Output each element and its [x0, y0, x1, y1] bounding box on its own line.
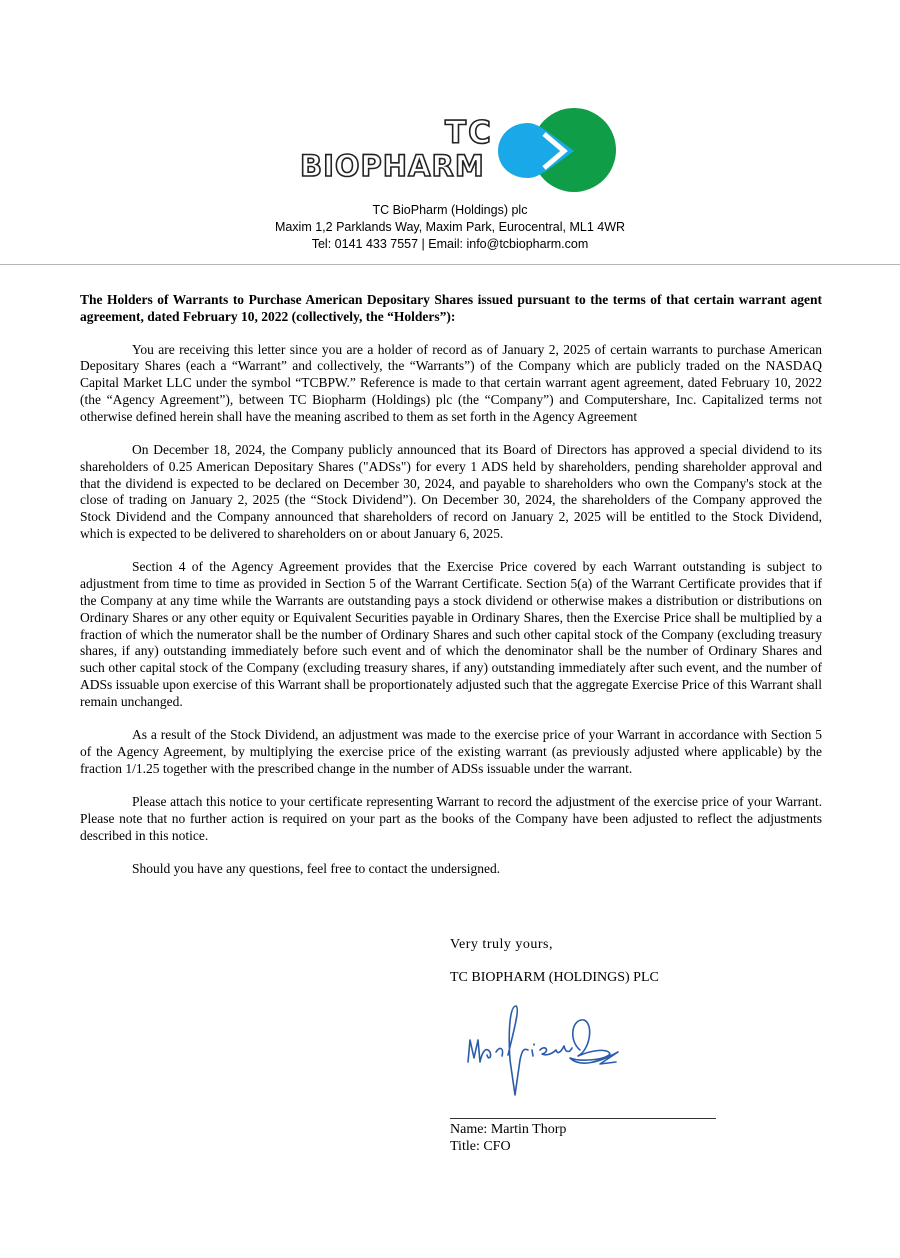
- paragraph-1: You are receiving this letter since you are a holder of record as of January 2, 2025 of certain warrants to purchase American Depositary Shares (each a “Warrant” and collectively, the “Warrants”) of the Company which are publicly traded on the NASDAQ Capital Market LLC under the symbol “TCBPW.” Reference is made to that certain warrant agent agreement, dated February 10, 2022 (the “Agency Agreement”), between TC Biopharm (Holdings) plc (the “Company”) and Computershare, Inc. Capitalized terms not otherwise defined herein shall have the meaning ascribed to them as set forth in the Agency Agreement: [80, 341, 822, 424]
- signature-line: [450, 1118, 716, 1119]
- addressee: The Holders of Warrants to Purchase American Depositary Shares issued pursuant to the terms of that certain warrant agent agreement, dated February 10, 2022 (collectively, the “Holders”):: [80, 292, 822, 324]
- closing-salutation: Very truly yours,: [450, 937, 553, 952]
- logo-text-tc: TC: [445, 115, 493, 151]
- paragraph-4: As a result of the Stock Dividend, an adjustment was made to the exercise price of your Warrant in accordance with Section 5 of the Agency Agreement, by multiplying the exercise price of the existing warrant (as previously adjusted where applicable) by the fraction 1/1.25 together with the prescribed change in the number of ADSs issuable under the warrant.: [80, 727, 822, 776]
- company-logo: [298, 106, 623, 194]
- company-name: TC BioPharm (Holdings) plc: [372, 203, 528, 217]
- paragraph-5: Please attach this notice to your certificate representing Warrant to record the adjustment of the exercise price of your Warrant. Please note that no further action is required on your part as the books of the Company have been adjusted to reflect the adjustments described in this notice.: [80, 793, 822, 843]
- letter-body: [80, 292, 822, 894]
- company-contact: Tel: 0141 433 7557 | Email: info@tcbiopharm.com: [311, 237, 589, 251]
- letterhead-info: [0, 202, 900, 253]
- signatory-details: [450, 1121, 566, 1155]
- signature-image: [460, 1000, 640, 1105]
- paragraph-6: Should you have any questions, feel free to contact the undersigned.: [132, 860, 501, 876]
- logo-text-biopharm: BIOPHARM: [300, 149, 485, 183]
- header-divider: [0, 264, 900, 265]
- company-address: Maxim 1,2 Parklands Way, Maxim Park, Eurocentral, ML1 4WR: [274, 220, 626, 234]
- paragraph-2: On December 18, 2024, the Company publicly announced that its Board of Directors has approved a special dividend to its shareholders of 0.25 American Depositary Shares ("ADSs") for every 1 ADS held by shareholders, pending shareholder approval and that the dividend is expected to be declared on December 30, 2024, and payable to shareholders who own the Company's stock at the close of trading on January 2, 2025 (the “Stock Dividend”). On December 30, 2024, the shareholders of the Company approved the Stock Dividend and the Company announced that shareholders of record on January 2, 2025 will be entitled to the Stock Dividend, which is expected to be delivered to shareholders on or about January 6, 2025.: [80, 442, 822, 542]
- paragraph-3: Section 4 of the Agency Agreement provides that the Exercise Price covered by each Warrant outstanding is subject to adjustment from time to time as provided in Section 5 of the Warrant Certificate. Section 5(a) of the Warrant Certificate provides that if the Company at any time while the Warrants are outstanding pays a stock dividend or otherwise makes a distribution or distributions on Ordinary Shares or any other equity or Equivalent Securities payable in Ordinary Shares, then the Exercise Price shall be multiplied by a fraction of which the numerator shall be the number of Ordinary Shares and such other capital stock of the Company (excluding treasury shares, if any) outstanding immediately before such event and of which the denominator shall be the number of Ordinary Shares and such other capital stock of the Company (excluding treasury shares, if any) outstanding immediately after such event, and the number of ADSs issuable upon exercise of this Warrant shall be proportionately adjusted such that the aggregate Exercise Price of this Warrant shall remain unchanged.: [80, 559, 822, 709]
- logo-mark-icon: [496, 106, 618, 194]
- signatory-company: TC BIOPHARM (HOLDINGS) PLC: [450, 970, 659, 985]
- signatory-title: Title: CFO: [450, 1139, 511, 1154]
- signatory-name: Name: Martin Thorp: [450, 1122, 567, 1137]
- closing-block: [450, 936, 659, 986]
